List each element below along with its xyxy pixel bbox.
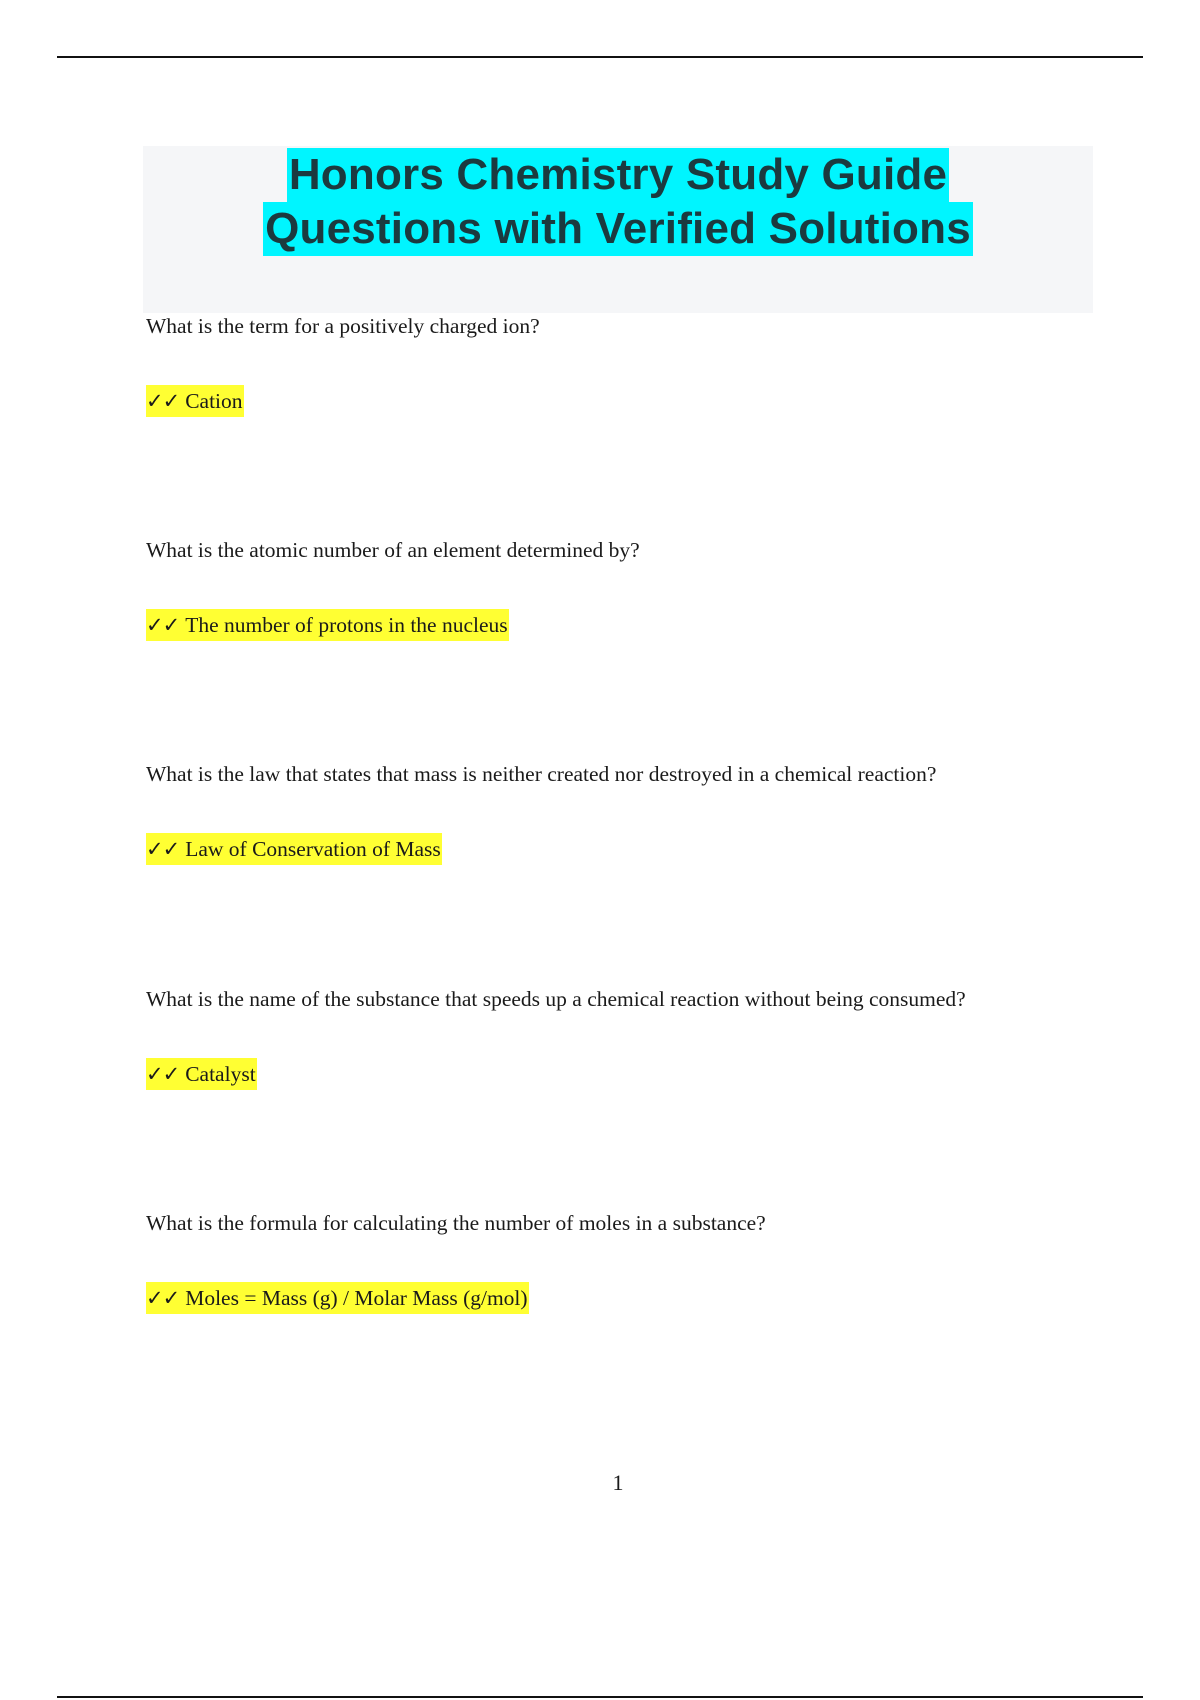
qa-item — [146, 311, 1146, 413]
title-block — [143, 146, 1093, 313]
double-check-icon: ✓✓ — [146, 613, 180, 637]
answer-highlight — [146, 1058, 257, 1090]
question-text: What is the formula for calculating the number of moles in a substance? — [146, 1211, 766, 1235]
page-number: 1 — [612, 1470, 624, 1495]
qa-item — [146, 759, 1146, 861]
answer-text: The number of protons in the nucleus — [185, 613, 508, 637]
answer-text: Cation — [185, 389, 243, 413]
question-text: What is the name of the substance that speeds up a chemical reaction without being consumed? — [146, 987, 966, 1011]
question-text: What is the law that states that mass is neither created nor destroyed in a chemical reaction? — [146, 762, 937, 786]
answer-highlight — [146, 833, 442, 865]
title-line-1: Honors Chemistry Study Guide — [287, 148, 949, 202]
double-check-icon: ✓✓ — [146, 1286, 180, 1310]
double-check-icon: ✓✓ — [146, 389, 180, 413]
answer-highlight — [146, 1282, 529, 1314]
bottom-rule — [57, 1696, 1143, 1698]
double-check-icon: ✓✓ — [146, 837, 180, 861]
question-text: What is the term for a positively charged ion? — [146, 314, 540, 338]
qa-item — [146, 984, 1146, 1086]
double-check-icon: ✓✓ — [146, 1062, 180, 1086]
top-rule — [57, 56, 1143, 58]
qa-item — [146, 535, 1146, 637]
qa-item — [146, 1208, 1146, 1310]
answer-highlight — [146, 385, 244, 417]
question-text: What is the atomic number of an element determined by? — [146, 538, 640, 562]
answer-text: Moles = Mass (g) / Molar Mass (g/mol) — [185, 1286, 528, 1310]
answer-text: Catalyst — [185, 1062, 256, 1086]
title-line-2: Questions with Verified Solutions — [263, 202, 973, 256]
answer-text: Law of Conservation of Mass — [185, 837, 441, 861]
answer-highlight — [146, 609, 509, 641]
